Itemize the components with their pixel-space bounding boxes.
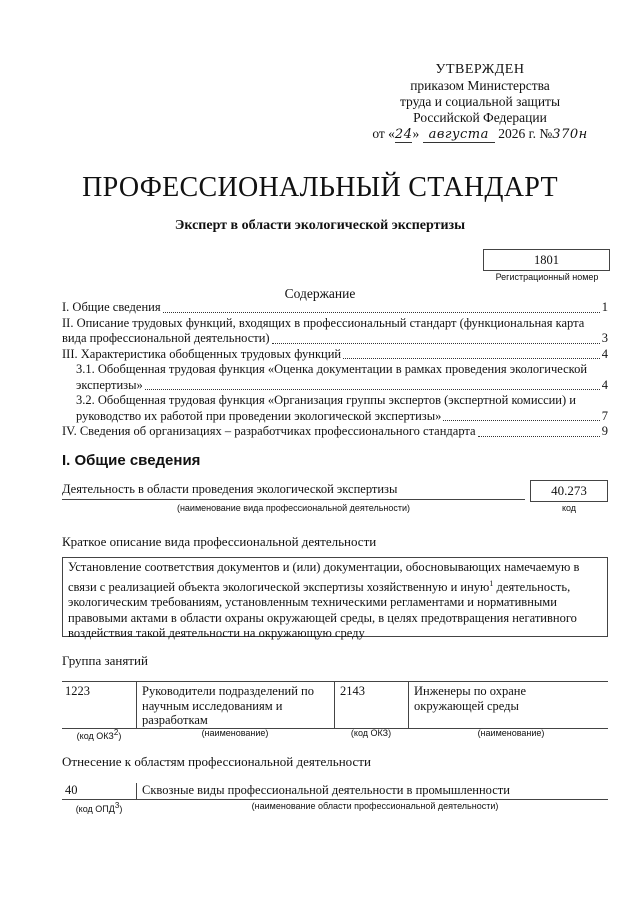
toc-item-4[interactable] — [62, 424, 608, 440]
activity-code-box: 40.273 — [530, 480, 608, 502]
toc-item-3-text: III. Характеристика обобщенных трудовых функций — [62, 346, 342, 361]
toc-item-1-text: I. Общие сведения — [62, 300, 161, 314]
toc-item-2[interactable] — [62, 316, 608, 347]
toc-item-2-line2: вида профессиональной деятельности) — [62, 331, 270, 345]
date-prefix: от « — [372, 126, 395, 141]
toc-item-4-text: IV. Сведения об организациях – разработчиках профессионального стандарта — [62, 424, 476, 438]
toc-item-3-1-page: 4 — [601, 377, 608, 392]
group-separator — [408, 682, 409, 728]
toc-item-3-2[interactable] — [62, 393, 608, 424]
approval-line-4: Российской Федерации — [413, 110, 547, 125]
toc-title: Содержание — [284, 286, 356, 301]
group-code-2: 2143 — [340, 684, 365, 698]
table-of-contents — [62, 300, 608, 440]
brief-line-2: связи с реализацией объекта экологической экспертизы хозяйственную и иную$^1$ деятельность, — [68, 578, 571, 594]
professional-area-label: Отнесение к областям профессиональной деятельности — [62, 754, 371, 769]
date-mid: » — [412, 126, 420, 141]
date-day: 24 — [394, 127, 413, 142]
code-caption: код — [561, 503, 577, 513]
approval-line-2: приказом Министерства — [410, 78, 550, 93]
toc-item-2-page: 3 — [601, 331, 608, 345]
toc-item-1-page: 1 — [601, 300, 608, 314]
brief-line-3: экологическим требованиям, установленным техническими регламентами и нормативными — [68, 595, 557, 610]
registration-number-label: Регистрационный номер — [495, 272, 599, 282]
relation-caption-name: (наименование области профессиональной деятельности) — [251, 801, 499, 811]
professional-area-code: 40 — [65, 783, 78, 797]
brief-line-1: Установление соответствия документов и (или) документации, обосновывающих намечаемую в — [68, 560, 580, 574]
approval-line-3: труда и социальной защиты — [399, 94, 561, 109]
group-code-1: 1223 — [65, 684, 90, 698]
toc-item-3-1[interactable] — [62, 362, 608, 393]
section-1-heading: I. Общие сведения — [62, 452, 201, 469]
activity-name: Деятельность в области проведения экологической экспертизы — [62, 482, 398, 496]
group-caption-code-2: (код ОКЗ) — [350, 728, 392, 738]
group-separator — [136, 682, 137, 728]
approval-block — [370, 62, 590, 143]
occupation-group-label: Группа занятий — [62, 653, 148, 668]
date-year: 2026 г. № — [498, 126, 553, 141]
relation-separator — [136, 783, 137, 799]
toc-item-3-2-page: 7 — [601, 408, 608, 423]
toc-item-4-page: 9 — [601, 424, 608, 438]
group-name-1: Руководители подразделений по научным исследованиям и разработкам — [142, 684, 314, 727]
group-name-2: Инженеры по охране окружающей среды — [414, 684, 527, 713]
group-caption-name-2: (наименование) — [477, 728, 545, 738]
activity-underline — [62, 499, 525, 500]
toc-item-3-2-line1: 3.2. Обобщенная трудовая функция «Организация группы экспертов (экспертной комиссии) и — [76, 393, 576, 407]
toc-item-1[interactable] — [62, 300, 608, 316]
brief-description-box — [62, 557, 608, 641]
group-separator — [334, 682, 335, 728]
toc-item-3-1-line1: 3.1. Обобщенная трудовая функция «Оценка документации в рамках проведения экологической — [76, 362, 588, 376]
activity-caption: (наименование вида профессиональной деятельности) — [176, 503, 411, 513]
group-caption-name-1: (наименование) — [201, 728, 269, 738]
approval-heading: УТВЕРЖДЕН — [435, 62, 525, 77]
professional-area-table — [62, 783, 608, 800]
brief-line-4: правовыми актами в области охраны окружающей среды, в целях предотвращения негативного — [68, 610, 577, 625]
toc-item-3-page: 4 — [601, 346, 608, 361]
professional-area-name: Сквозные виды профессиональной деятельности в промышленности — [142, 783, 510, 797]
brief-description-label: Краткое описание вида профессиональной деятельности — [62, 534, 377, 549]
registration-number-box: 1801 — [483, 249, 610, 271]
toc-item-3[interactable] — [62, 347, 608, 363]
group-caption-code-1: (код ОКЗ$^2$) — [76, 728, 122, 741]
approval-date-line — [370, 126, 590, 143]
date-month: августа — [423, 127, 495, 143]
relation-caption-code: (код ОПД$^3$) — [75, 801, 123, 814]
toc-item-3-1-line2: экспертизы» — [76, 377, 143, 392]
toc-item-2-line1: II. Описание трудовых функций, входящих в профессиональный стандарт (функциональная карта — [62, 315, 585, 330]
order-number: 370н — [552, 127, 588, 142]
brief-line-5: воздействия такой деятельности на окружающую среду — [68, 626, 365, 641]
toc-item-3-2-line2: руководство их работой при проведении экологической экспертизы» — [76, 408, 442, 423]
document-title: ПРОФЕССИОНАЛЬНЫЙ СТАНДАРТ — [82, 172, 558, 203]
occupation-group-table — [62, 681, 608, 729]
document-subtitle: Эксперт в области экологической экспертизы — [174, 218, 466, 233]
